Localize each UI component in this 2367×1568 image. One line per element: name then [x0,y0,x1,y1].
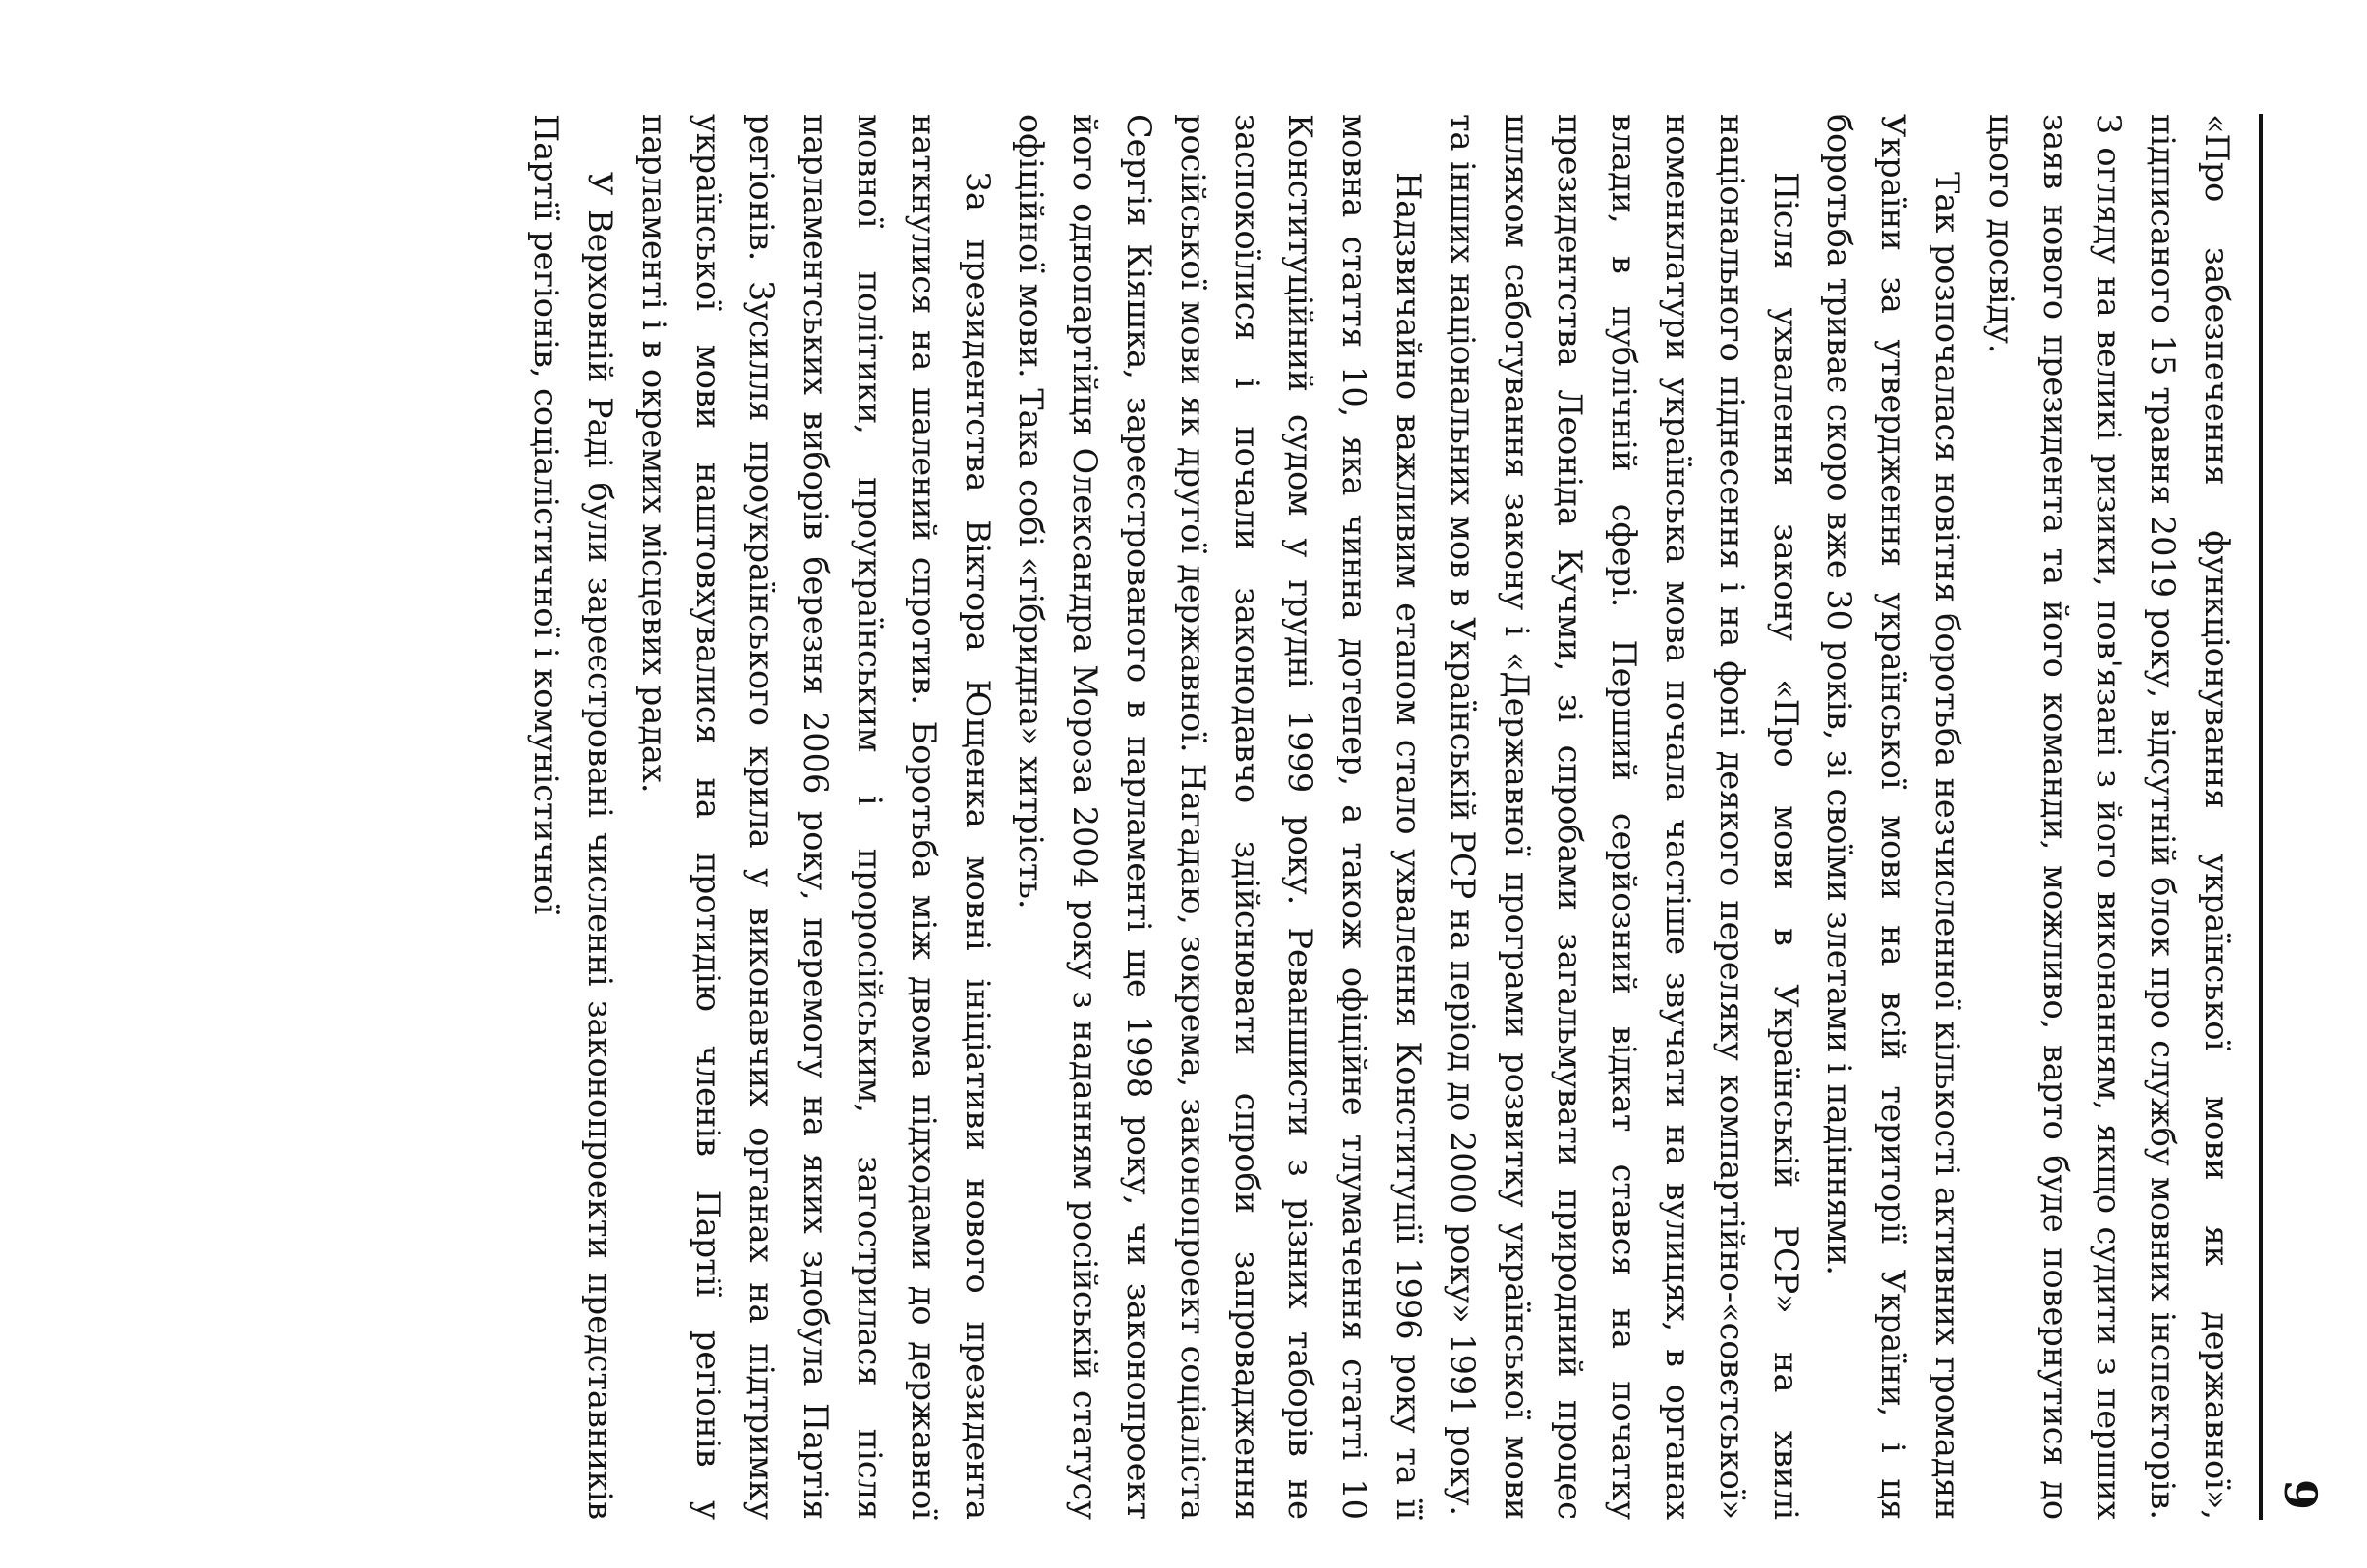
paragraph: У Верховній Раді були зареєстровані численні законопроекти представників Партії регіонів, соціалістичної і комуністичної [527,114,620,1520]
paragraph: За президентства Віктора Ющенка мовні ініціативи нового президента наткнулися на шалений спротив. Боротьба між двома підходами до державної мовної політики, проукраїнським і проросійським, загострилася після парламентських виборів березня 2006 року, перемогу на яких здобула Партія регіонів. Зусилля проукраїнського крила у виконавчих органах на підтримку української мови наштовхувалися на протидію членів Партії регіонів у парламенті і в окремих місцевих радах. [634,114,997,1520]
header-rule [2259,114,2263,1520]
paragraph: Так розпочалася новітня боротьба незчисленної кількості активних громадян України за утвердження української мови на всій території України, і ця боротьба триває скоро вже 30 років, зі своїми злетами і падіннями. [1820,114,1967,1520]
paragraph: «Про забезпечення функціонування української мови як державної», підписаного 15 травня 2019 року, відсутній блок про службу мовних інспекторів. З огляду на великі ризики, пов'язані з його виконанням, якщо судити з перших заяв нового президента та його команди, можливо, варто буде повернутися до цього досвіду. [1982,114,2236,1520]
paragraph: Після ухвалення закону «Про мови в Українській РСР» на хвилі національного піднесення і на фоні деякого переляку компартійно-«совєтської» номенклатури українська мова почала частіше звучати на вулицях, в органах влади, в публічній сфері. Перший серйозний відкат стався на початку президентства Леоніда Кучми, зі спробами загальмувати природний процес шляхом саботування закону і «Державної програми розвитку української мови та інших національних мов в Українській РСР на період до 2000 року» 1991 року. [1443,114,1805,1520]
body-text [520,114,2244,1520]
page-number: 9 [2274,1479,2326,1511]
paragraph: Надзвичайно важливим етапом стало ухвалення Конституції 1996 року та її мовна стаття 10, яка чинна дотепер, а також офіційне тлумачення статті 10 Конституційний судом у грудні 1999 року. Реваншисти з різних таборів не заспокоїлися і почали законодавчо здійснювати спроби запровадження російської мови як другої державної. Нагадаю, зокрема, законопроект соціаліста Сергія Кіяшка, зареєстрованого в парламенті ще 1998 року, чи законопроект його однопартійця Олександра Мороза 2004 року з наданням російській статусу офіційної мови. Така собі «гібридна» хитрість. [1012,114,1428,1520]
